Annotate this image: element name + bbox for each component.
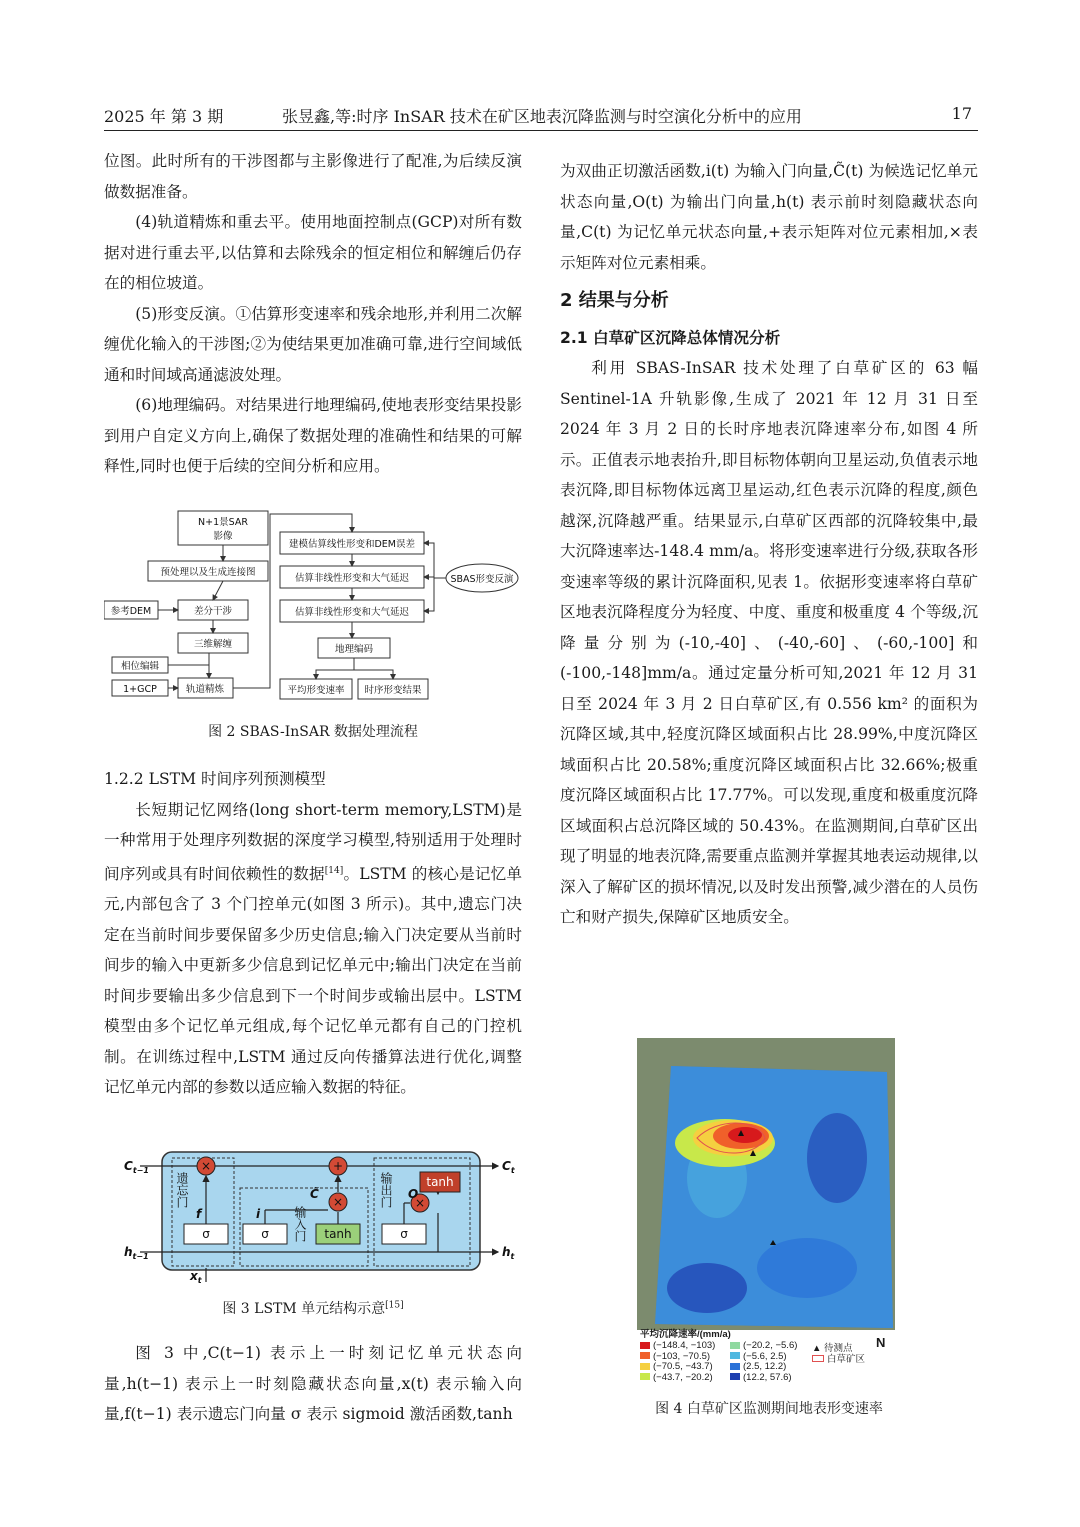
input-sigma: σ xyxy=(261,1227,269,1241)
legend-item: (−5.6, 2.5) xyxy=(730,1352,797,1363)
forget-gate-label: 遗忘门 xyxy=(175,1172,189,1208)
paragraph: (5)形变反演。①估算形变速率和残余地形,并利用二次解缠优化输入的干涉图;②为使结果更加准确可靠,进行空间域低通和时间域高通滤波处理。 xyxy=(104,304,522,384)
legend-item: (−70.5, −43.7) xyxy=(640,1362,715,1373)
node-geocode: 地理编码 xyxy=(334,644,374,655)
paragraph: 图 3 中,C(t−1) 表示上一时刻记忆单元状态向量,h(t−1) 表示上一时刻隐藏状态向量,x(t) 表示输入向量,f(t−1) 表示遗忘门向量 σ 表示 sigmoid 激活函数,tanh xyxy=(104,1344,522,1423)
citation-15: [15] xyxy=(385,1300,404,1311)
triangle-icon: ▲ xyxy=(812,1343,825,1354)
node-sbas-inversion: SBAS形变反演 xyxy=(450,574,514,585)
legend-col-1 xyxy=(640,1341,715,1383)
section-2-heading: 2 结果与分析 xyxy=(560,290,669,311)
running-header xyxy=(104,100,978,131)
input-multiply: × xyxy=(332,1195,344,1209)
output-tanh-box: tanh xyxy=(426,1175,454,1189)
forget-multiply: × xyxy=(200,1159,212,1173)
figure-2-caption: 图 2 SBAS-InSAR 数据处理流程 xyxy=(208,724,418,740)
output-gate-label: 输出门 xyxy=(379,1172,393,1208)
citation-14: [14] xyxy=(324,865,344,876)
paragraph-text: 。LSTM 的核心是记忆单元,内部包含了 3 个门控单元(如图 3 所示)。其中,遗忘门决定在当前时间步要保留多少历史信息;输入门决定要从当前时间步的输入中更新多少信息到记忆单元中;输出门决定在当前时间步要输出多少信息到下一个时间步或输出层中。LSTM 模型由多个记忆单元组成,每个记忆单元都有自己的门控机制。在训练过程中,LSTM 通过反向传播算法进行优化,调整记忆单元内部的参数以适应输入数据的特征。 xyxy=(104,864,522,1097)
left-column-bottom xyxy=(104,1338,522,1430)
legend-item: (−148.4, −103) xyxy=(640,1341,715,1352)
right-column xyxy=(560,156,978,933)
paragraph-text: 长短期记忆网络(long short-term memory,LSTM)是一种常用于处理序列数据的深度学习模型,特别适用于处理时间序列或具有时间依赖性的数据 xyxy=(104,800,522,883)
issue-info: 2025 年 第 3 期 xyxy=(104,107,224,126)
label-h-out: $h_t$ xyxy=(502,1245,515,1261)
node-estimate-nonlinear-1: 估算非线性形变和大气延迟 xyxy=(294,573,410,584)
label-i: i xyxy=(256,1207,261,1221)
node-n-sar: N+1景SAR xyxy=(198,517,248,528)
label-o: O xyxy=(408,1187,419,1201)
legend-item: (−43.7, −20.2) xyxy=(640,1373,715,1384)
legend-title: 平均沉降速率/(mm/a) xyxy=(640,1329,731,1340)
paragraph: 为双曲正切激活函数,i(t) 为输入门向量,C̃(t) 为候选记忆单元状态向量,O(t) 为输出门向量,h(t) 表示前时刻隐藏状态向量,C(t) 为记忆单元状态向量,+表示矩阵对位元素相加,×表示矩阵对位元素相乘。 xyxy=(560,162,978,272)
paragraph: (4)轨道精炼和重去平。使用地面控制点(GCP)对所有数据对进行重去平,以估算和去除残余的恒定相位和解缠后仍存在的相位坡道。 xyxy=(104,213,522,292)
label-c-out: $C_t$ xyxy=(502,1159,515,1175)
node-preprocess: 预处理以及生成连接图 xyxy=(160,567,256,578)
page-number: 17 xyxy=(951,104,972,123)
figure-2-flowchart xyxy=(104,508,522,706)
paragraph xyxy=(104,795,522,1103)
tanh-box: tanh xyxy=(324,1227,352,1241)
running-title: 张昱鑫,等:时序 InSAR 技术在矿区地表沉降监测与时空演化分析中的应用 xyxy=(282,107,802,126)
paragraph: 位图。此时所有的干涉图都与主影像进行了配准,为后续反演做数据准备。 xyxy=(104,152,522,201)
label-c-tilde: C̃ xyxy=(310,1187,319,1201)
node-diff-interferometry: 差分干涉 xyxy=(193,606,233,617)
left-column-mid xyxy=(104,764,522,1103)
figure-4-subsidence-map xyxy=(637,1038,895,1330)
label-x-in: $x_t$ xyxy=(190,1269,202,1284)
forget-sigma: σ xyxy=(202,1227,210,1241)
legend-item-area: 白草矿区 xyxy=(812,1355,865,1366)
node-phase-edit: 相位编辑 xyxy=(120,661,160,672)
legend-col-2 xyxy=(730,1341,797,1383)
figure-3-lstm-cell xyxy=(120,1148,520,1284)
north-arrow-icon: N xyxy=(876,1335,886,1350)
section-1-2-2-heading: 1.2.2 LSTM 时间序列预测模型 xyxy=(104,770,326,788)
node-unwrap: 三维解缠 xyxy=(193,639,233,650)
output-sigma: σ xyxy=(400,1227,408,1241)
node-n-sar-2: 影像 xyxy=(213,531,233,542)
legend-item: (2.5, 12.2) xyxy=(730,1362,797,1373)
node-time-series: 时序形变结果 xyxy=(364,685,422,696)
legend-item: (−103, −70.5) xyxy=(640,1352,715,1363)
legend-item: (12.2, 57.6) xyxy=(730,1373,797,1384)
output-multiply: × xyxy=(414,1196,426,1210)
label-h-prev: $h_{t-1}$ xyxy=(124,1245,149,1261)
left-column-top xyxy=(104,146,522,482)
node-estimate-nonlinear-2: 估算非线性形变和大气延迟 xyxy=(294,607,410,618)
figure-4-legend xyxy=(640,1330,894,1390)
node-ref-dem: 参考DEM xyxy=(110,606,152,617)
node-estimate-linear: 建模估算线性形变和DEM误差 xyxy=(288,539,416,550)
legend-item: (−20.2, −5.6) xyxy=(730,1341,797,1352)
legend-item-point: ▲ 待测点 xyxy=(812,1343,853,1354)
paragraph: 利用 SBAS-InSAR 技术处理了白草矿区的 63 幅 Sentinel-1A 升轨影像,生成了 2021 年 12 月 31 日至 2024 年 3 月 2 日的长时序地表沉降速率分布,如图 4 所示。正值表示地表抬升,即目标物体朝向卫星运动,负值表示地表沉降,即目标物体远离卫星运动,红色表示沉降的程度,颜色越深,沉降越严重。结果显示,白草矿区西部的沉降较集中,最大沉降速率达-148.4 mm/a。将形变速率进行分级,获取各形变速率等级的累计沉降面积,见表 1。依据形变速率将白草矿区地表沉降程度分为轻度、中度、重度和极重度 4 个等级,沉降量分别为(-10,-40]、(-40,-60]、(-60,-100]和(-100,-148]mm/a。通过定量分析可知,2021 年 12 月 31 日至 2024 年 3 月 2 日白草矿区,有 0.556 km² 的面积为沉降区域,其中,轻度沉降区域面积占比 28.99%,中度沉降区域面积占比 20.58%;重度沉降区域面积占比 32.66%;极重度沉降区域面积占比 17.77%。可以发现,重度和极重度沉降区域面积占总沉降区域的 50.43%。在监测期间,白草矿区出现了明显的地表沉降,需要重点监测并掌握其地表运动规律,以深入了解矿区的损坏情况,以及时发出预警,减少潜在的人员伤亡和财产损失,保障矿区地质安全。 xyxy=(560,359,978,926)
node-gcp: 1+GCP xyxy=(123,684,157,695)
section-2-1-heading: 2.1 白草矿区沉降总体情况分析 xyxy=(560,328,781,347)
figure-3-caption: 图 3 LSTM 单元结构示意[15] xyxy=(222,1300,404,1317)
cell-add: + xyxy=(332,1159,344,1173)
paragraph: (6)地理编码。对结果进行地理编码,使地表形变结果投影到用户自定义方向上,确保了数据处理的准确性和结果的可解释性,同时也便于后续的空间分析和应用。 xyxy=(104,396,522,475)
label-f: f xyxy=(196,1207,202,1221)
figure-4-caption: 图 4 白草矿区监测期间地表形变速率 xyxy=(655,1401,883,1417)
label-c-prev: $C_{t-1}$ xyxy=(124,1159,149,1175)
input-gate-label: 输入门 xyxy=(293,1206,307,1242)
legend-col-3 xyxy=(812,1344,865,1365)
node-orbit-refine: 轨道精炼 xyxy=(185,684,225,695)
node-avg-rate: 平均形变速率 xyxy=(287,685,345,696)
